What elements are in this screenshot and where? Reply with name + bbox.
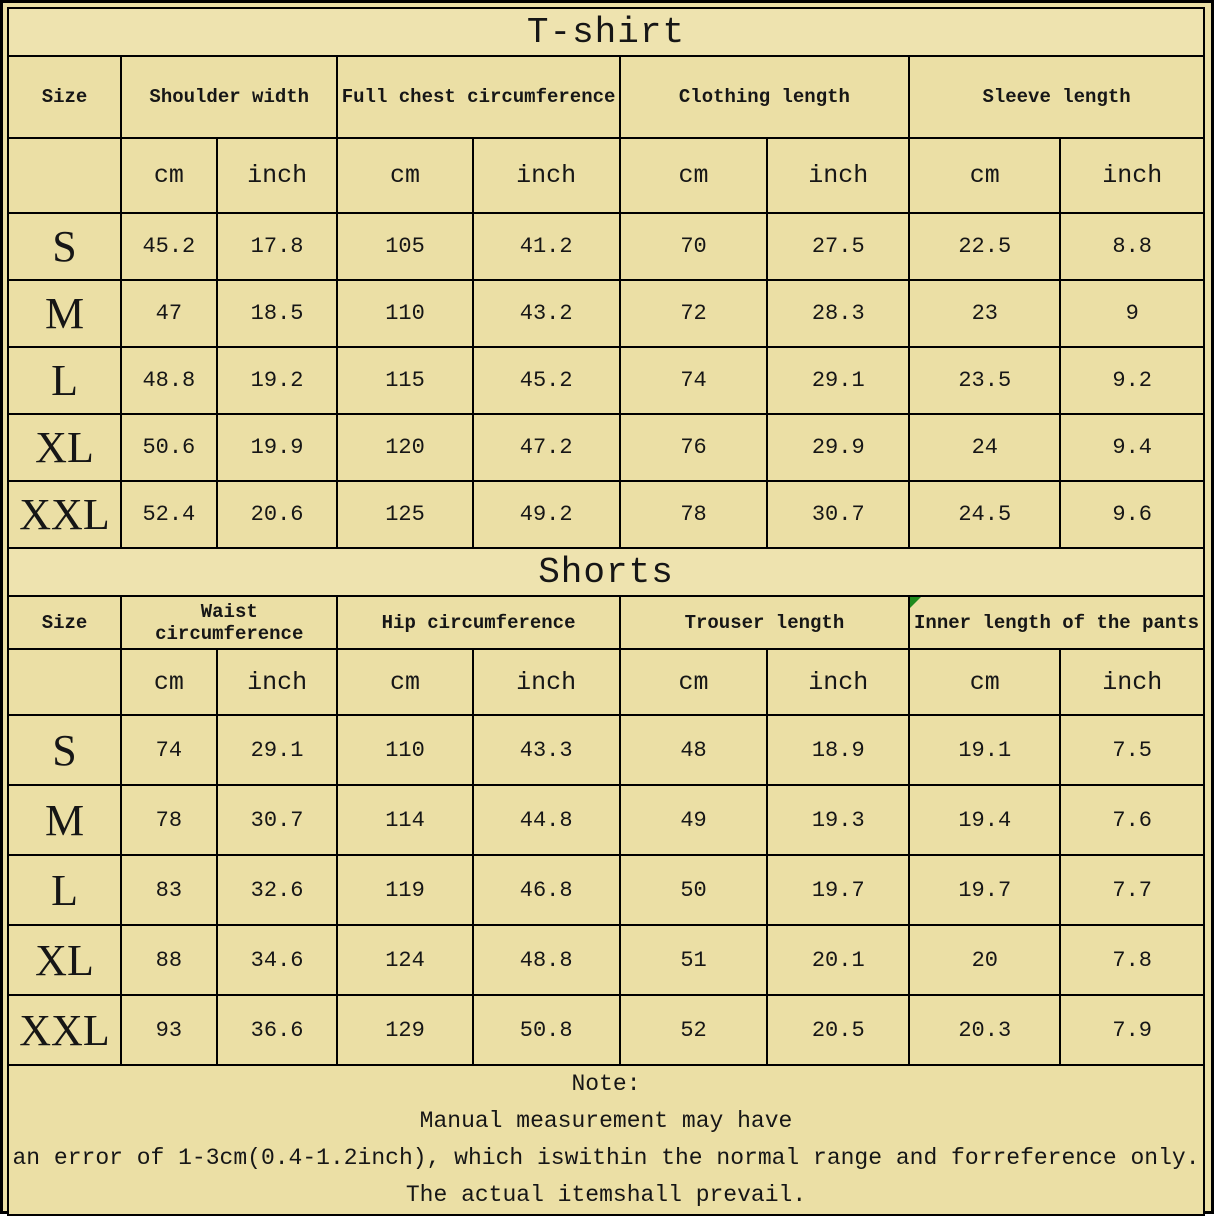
measurement-value: 45.2 (473, 347, 620, 414)
measurement-value: 43.2 (473, 280, 620, 347)
measurement-value: 51 (620, 925, 768, 995)
unit-label: inch (217, 138, 338, 213)
size-label: S (8, 715, 121, 785)
measurement-value: 72 (620, 280, 768, 347)
note-line: an error of 1-3cm(0.4-1.2inch), which iswithin the normal range and forreference only. (12, 1145, 1200, 1171)
measurement-value: 50.8 (473, 995, 620, 1065)
size-label: L (8, 347, 121, 414)
measurement-value: 83 (121, 855, 217, 925)
note-line: The actual itemshall prevail. (405, 1182, 807, 1208)
measurement-value: 110 (337, 280, 472, 347)
measurement-value: 47.2 (473, 414, 620, 481)
shorts-unit-row (8, 649, 1204, 715)
measurement-value: 7.6 (1060, 785, 1204, 855)
tshirt-title-row (8, 8, 1204, 56)
tshirt-unit-row (8, 138, 1204, 213)
measurement-value: 28.3 (767, 280, 909, 347)
shorts-section-title: Shorts (8, 548, 1204, 596)
size-label: XXL (8, 481, 121, 548)
unit-label: inch (1060, 649, 1204, 715)
measurement-value: 8.8 (1060, 213, 1204, 280)
column-header-sleeve-length: Sleeve length (909, 56, 1204, 138)
measurement-value: 7.7 (1060, 855, 1204, 925)
measurement-value: 9 (1060, 280, 1204, 347)
measurement-value: 29.1 (217, 715, 338, 785)
measurement-value: 45.2 (121, 213, 217, 280)
unit-label: inch (473, 649, 620, 715)
tshirt-data-rows (8, 213, 1204, 548)
measurement-value: 78 (121, 785, 217, 855)
measurement-value: 17.8 (217, 213, 338, 280)
column-header-hip-circumference: Hip circumference (337, 596, 619, 649)
corner-marker-icon (910, 597, 921, 608)
measurement-value: 88 (121, 925, 217, 995)
measurement-value: 36.6 (217, 995, 338, 1065)
shorts-header-row (8, 596, 1204, 649)
measurement-value: 43.3 (473, 715, 620, 785)
measurement-value: 49 (620, 785, 768, 855)
measurement-value: 29.1 (767, 347, 909, 414)
measurement-value: 9.4 (1060, 414, 1204, 481)
measurement-value: 41.2 (473, 213, 620, 280)
measurement-value: 22.5 (909, 213, 1060, 280)
size-label: XXL (8, 995, 121, 1065)
measurement-value: 119 (337, 855, 472, 925)
measurement-value: 49.2 (473, 481, 620, 548)
tshirt-size-header: Size (8, 56, 121, 138)
measurement-value: 76 (620, 414, 768, 481)
measurement-value: 50 (620, 855, 768, 925)
size-label: XL (8, 414, 121, 481)
column-header-waist-circumference: Waist circumference (121, 596, 337, 649)
size-label: L (8, 855, 121, 925)
table-row (8, 995, 1204, 1065)
measurement-value: 52 (620, 995, 768, 1065)
column-header-shoulder-width: Shoulder width (121, 56, 337, 138)
measurement-value: 74 (620, 347, 768, 414)
measurement-value: 70 (620, 213, 768, 280)
measurement-value: 24 (909, 414, 1060, 481)
measurement-value: 120 (337, 414, 472, 481)
measurement-value: 29.9 (767, 414, 909, 481)
unit-label: cm (121, 138, 217, 213)
measurement-value: 105 (337, 213, 472, 280)
measurement-value: 19.7 (767, 855, 909, 925)
measurement-value: 20.5 (767, 995, 909, 1065)
table-row (8, 213, 1204, 280)
measurement-value: 48 (620, 715, 768, 785)
measurement-value: 19.2 (217, 347, 338, 414)
size-chart-table (7, 7, 1205, 1216)
measurement-value: 27.5 (767, 213, 909, 280)
measurement-value: 115 (337, 347, 472, 414)
measurement-value: 48.8 (121, 347, 217, 414)
measurement-value: 50.6 (121, 414, 217, 481)
column-header-trouser-length: Trouser length (620, 596, 909, 649)
shorts-data-rows (8, 715, 1204, 1065)
measurement-value: 19.9 (217, 414, 338, 481)
measurement-value: 20.6 (217, 481, 338, 548)
measurement-value: 52.4 (121, 481, 217, 548)
measurement-value: 7.8 (1060, 925, 1204, 995)
measurement-value: 18.5 (217, 280, 338, 347)
measurement-value: 30.7 (217, 785, 338, 855)
measurement-value: 23 (909, 280, 1060, 347)
table-row (8, 925, 1204, 995)
measurement-value: 129 (337, 995, 472, 1065)
note-title: Note: (571, 1071, 641, 1097)
measurement-value: 19.7 (909, 855, 1060, 925)
measurement-value: 7.9 (1060, 995, 1204, 1065)
unit-label: cm (337, 649, 472, 715)
measurement-value: 23.5 (909, 347, 1060, 414)
measurement-value: 44.8 (473, 785, 620, 855)
measurement-value: 18.9 (767, 715, 909, 785)
measurement-value: 110 (337, 715, 472, 785)
unit-label: cm (121, 649, 217, 715)
unit-label: inch (217, 649, 338, 715)
unit-label: inch (473, 138, 620, 213)
table-row (8, 414, 1204, 481)
size-label: XL (8, 925, 121, 995)
empty-cell (8, 649, 121, 715)
unit-label: inch (767, 649, 909, 715)
table-row (8, 481, 1204, 548)
table-row (8, 855, 1204, 925)
note (8, 1065, 1204, 1215)
size-label: M (8, 785, 121, 855)
measurement-value: 30.7 (767, 481, 909, 548)
unit-label: cm (620, 138, 768, 213)
size-label: S (8, 213, 121, 280)
measurement-value: 48.8 (473, 925, 620, 995)
column-header-inner-length-label: Inner length of the pants (914, 611, 1200, 634)
measurement-value: 19.1 (909, 715, 1060, 785)
measurement-value: 20.3 (909, 995, 1060, 1065)
measurement-value: 114 (337, 785, 472, 855)
measurement-value: 9.6 (1060, 481, 1204, 548)
measurement-value: 78 (620, 481, 768, 548)
shorts-size-header: Size (8, 596, 121, 649)
table-row (8, 785, 1204, 855)
measurement-value: 125 (337, 481, 472, 548)
measurement-value: 47 (121, 280, 217, 347)
measurement-value: 19.3 (767, 785, 909, 855)
table-row (8, 715, 1204, 785)
unit-label: cm (620, 649, 768, 715)
tshirt-section-title: T-shirt (8, 8, 1204, 56)
unit-label: cm (909, 649, 1060, 715)
measurement-value: 34.6 (217, 925, 338, 995)
measurement-value: 24.5 (909, 481, 1060, 548)
unit-label: cm (337, 138, 472, 213)
note-row (8, 1065, 1204, 1215)
size-label: M (8, 280, 121, 347)
measurement-value: 19.4 (909, 785, 1060, 855)
measurement-value: 9.2 (1060, 347, 1204, 414)
unit-label: inch (1060, 138, 1204, 213)
measurement-value: 124 (337, 925, 472, 995)
empty-cell (8, 138, 121, 213)
measurement-value: 32.6 (217, 855, 338, 925)
measurement-value: 46.8 (473, 855, 620, 925)
measurement-value: 20.1 (767, 925, 909, 995)
measurement-value: 20 (909, 925, 1060, 995)
measurement-value: 93 (121, 995, 217, 1065)
table-row (8, 280, 1204, 347)
column-header-full-chest-circumference: Full chest circumference (337, 56, 619, 138)
column-header-inner-length (909, 596, 1204, 649)
column-header-clothing-length: Clothing length (620, 56, 909, 138)
shorts-title-row (8, 548, 1204, 596)
unit-label: inch (767, 138, 909, 213)
note-line: Manual measurement may have (419, 1108, 793, 1134)
measurement-value: 74 (121, 715, 217, 785)
unit-label: cm (909, 138, 1060, 213)
table-row (8, 347, 1204, 414)
measurement-value: 7.5 (1060, 715, 1204, 785)
tshirt-header-row (8, 56, 1204, 138)
